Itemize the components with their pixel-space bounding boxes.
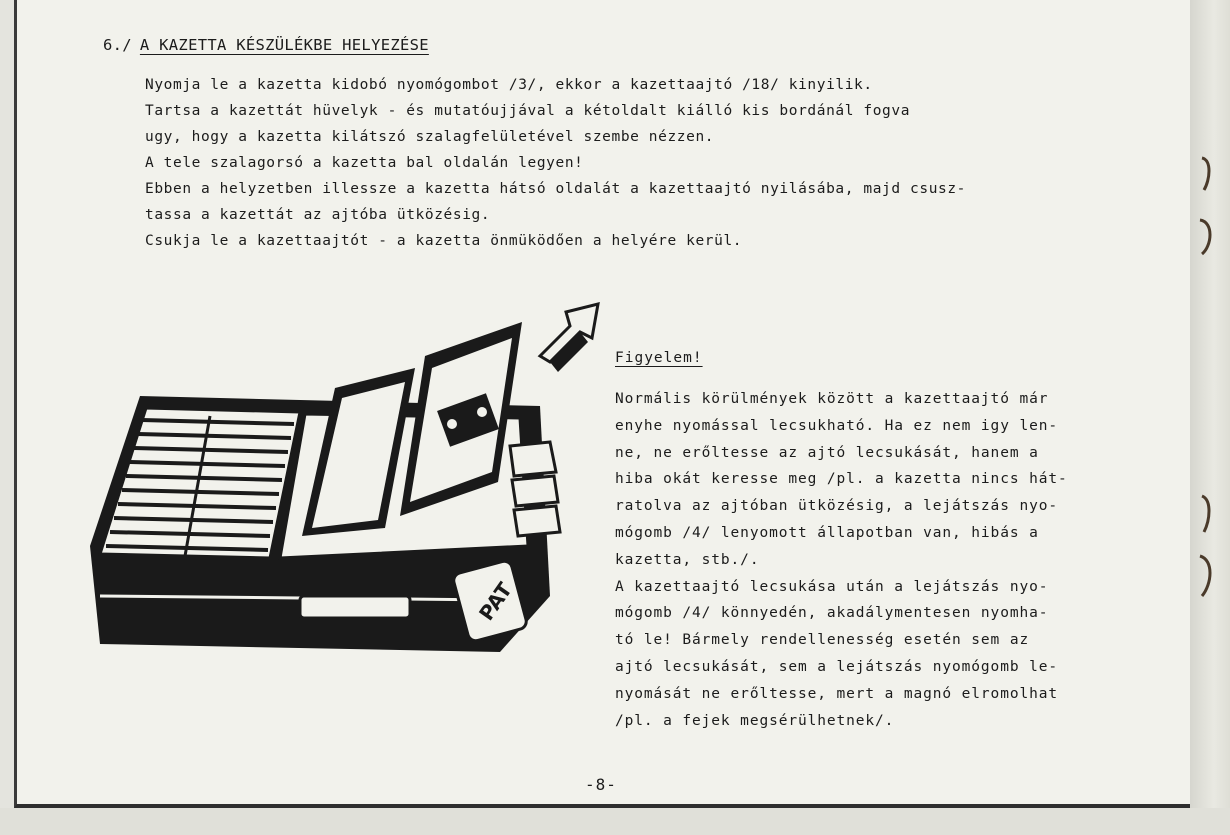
section-title: A KAZETTA KÉSZÜLÉKBE HELYEZÉSE [139,36,429,54]
binder-ring-bottom [1190,490,1220,610]
insertion-arrow-icon [540,304,598,372]
logo-text: PAT [474,578,517,625]
binder-ring-top [1190,150,1220,270]
note-line: mógomb /4/ lenyomott állapotban van, hibás a [615,524,1039,541]
instruction-line: Nyomja le a kazetta kidobó nyomógombot /3/, ekkor a kazettaajtó /18/ kinyilik. [145,77,873,93]
note-line: mógomb /4/ könnyedén, akadálymentesen nyomha- [615,605,1049,622]
instruction-line: Tartsa a kazettát hüvelyk - és mutatóujjával a kétoldalt kiálló kis bordánál fogva [145,103,911,119]
note-line: A kazettaajtó lecsukása után a lejátszás nyo- [615,578,1049,595]
instructions-paragraph [145,72,1145,254]
instruction-line: ugy, hogy a kazetta kilátszó szalagfelületével szembe nézzen. [145,129,715,145]
note-line: ne, ne erőltesse az ajtó lecsukását, hanem a [615,444,1039,461]
page-number: -8- [585,775,617,794]
note-heading: Figyelem! [615,350,703,366]
instruction-line: Ebben a helyzetben illessze a kazetta hátsó oldalát a kazettaajtó nyilásába, majd csusz- [145,181,967,197]
cassette-recorder-illustration [80,296,610,656]
note-line: hiba okát keresse meg /pl. a kazetta nincs hát- [615,471,1068,488]
page-bottom-edge [0,808,1230,835]
instruction-line: Csukja le a kazettaajtót - a kazetta önmüködően a helyére kerül. [145,233,743,249]
section-heading [103,36,429,54]
section-number: 6./ [103,36,132,54]
note-line: tó le! Bármely rendellenesség esetén sem az [615,632,1030,649]
note-line: ajtó lecsukását, sem a lejátszás nyomógomb le- [615,658,1058,675]
note-line: /pl. a fejek megsérülhetnek/. [615,712,895,729]
note-line: enyhe nyomással lecsukható. Ha ez nem igy len- [615,417,1058,434]
note-paragraph [615,386,1135,734]
page-fold [1190,0,1230,835]
note-line: kazetta, stb./. [615,551,760,568]
transport-keys [510,442,560,536]
note-line: Normális körülmények között a kazettaajtó már [615,391,1049,407]
instruction-line: tassa a kazettát az ajtóba ütközésig. [145,207,491,223]
note-line: nyomását ne erőltesse, mert a magnó elromolhat [615,685,1058,702]
note-line: ratolva az ajtóban ütközésig, a lejátszás nyo- [615,498,1058,515]
instruction-line: A tele szalagorsó a kazetta bal oldalán legyen! [145,155,584,171]
